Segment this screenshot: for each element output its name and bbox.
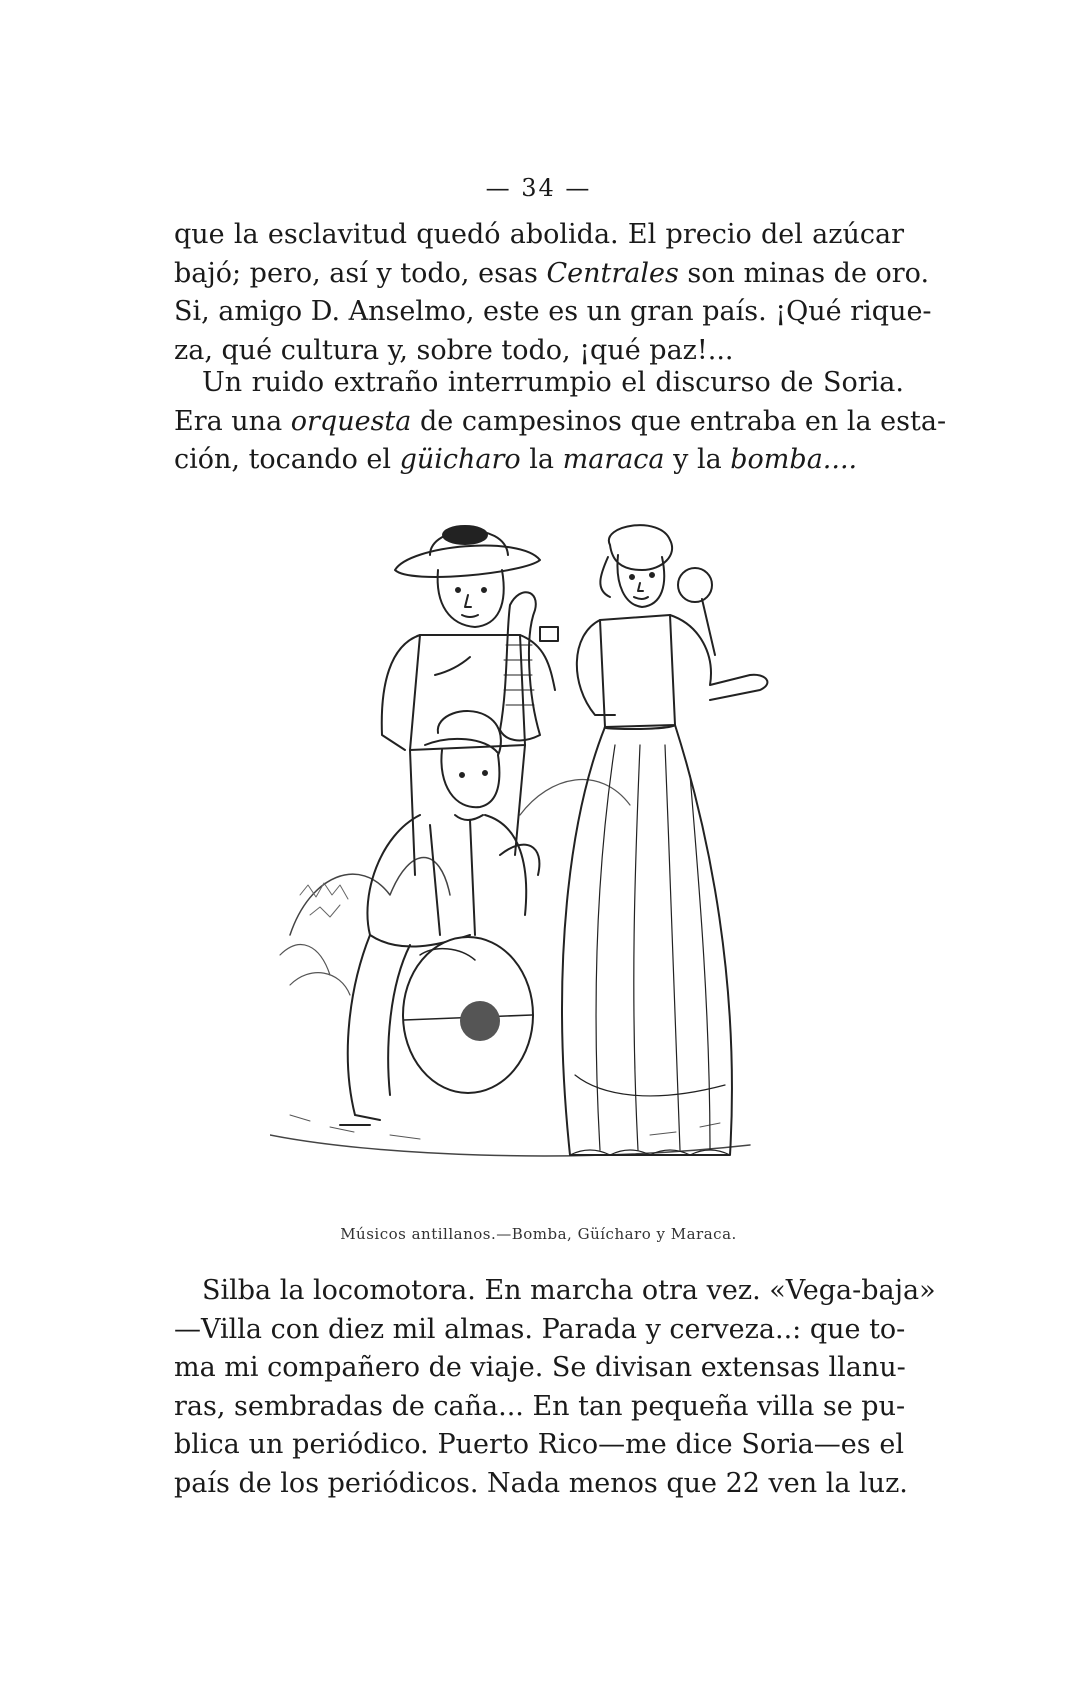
text-fragment: bajó; pero, así y todo, esas <box>174 257 547 289</box>
text-line: ma mi compañero de viaje. Se divisan extensas llanu- <box>174 1352 906 1383</box>
text-fragment: Era una <box>174 405 291 437</box>
text-fragment: de campesinos que entraba en la esta- <box>411 405 947 437</box>
page-number: — 34 — <box>485 174 592 202</box>
text-line: za, qué cultura y, sobre todo, ¡qué paz!... <box>174 334 734 366</box>
text-line <box>174 255 930 294</box>
text-line <box>174 403 947 442</box>
text-line: Silba la locomotora. En marcha otra vez. «Vega-baja» <box>202 1275 936 1306</box>
illustration-musicians <box>270 515 830 1180</box>
text-line: que la esclavitud quedó abolida. El precio del azúcar <box>174 219 904 250</box>
paragraph-orchestra <box>174 364 947 480</box>
text-line: blica un periódico. Puerto Rico—me dice Soria—es el <box>174 1429 904 1460</box>
text-line: Si, amigo D. Anselmo, este es un gran país. ¡Qué rique- <box>174 296 932 327</box>
text-line: ras, sembradas de caña... En tan pequeña villa se pu- <box>174 1390 906 1422</box>
italic-term: Centrales <box>546 257 679 289</box>
italic-term: güicharo <box>399 444 521 475</box>
text-line: país de los periódicos. Nada menos que 22 ven la luz. <box>174 1467 908 1499</box>
engraving-musicians-icon <box>270 515 830 1180</box>
text-fragment: son minas de oro. <box>678 257 930 289</box>
text-fragment: y la <box>664 444 731 475</box>
text-fragment: ción, tocando el <box>174 444 400 475</box>
figure-caption: Músicos antillanos.—Bomba, Güícharo y Maraca. <box>340 1225 737 1243</box>
paragraph-abolition <box>174 216 932 370</box>
text-line <box>174 441 904 480</box>
text-line: —Villa con diez mil almas. Parada y cerveza..: que to- <box>174 1313 906 1345</box>
text-line: Un ruido extraño interrumpio el discurso de Soria. <box>202 367 904 398</box>
italic-term: orquesta <box>290 405 412 437</box>
paragraph-vega-baja <box>174 1272 936 1503</box>
italic-term: maraca <box>562 444 665 475</box>
italic-term: bomba.... <box>730 444 858 475</box>
text-fragment: la <box>520 444 563 475</box>
